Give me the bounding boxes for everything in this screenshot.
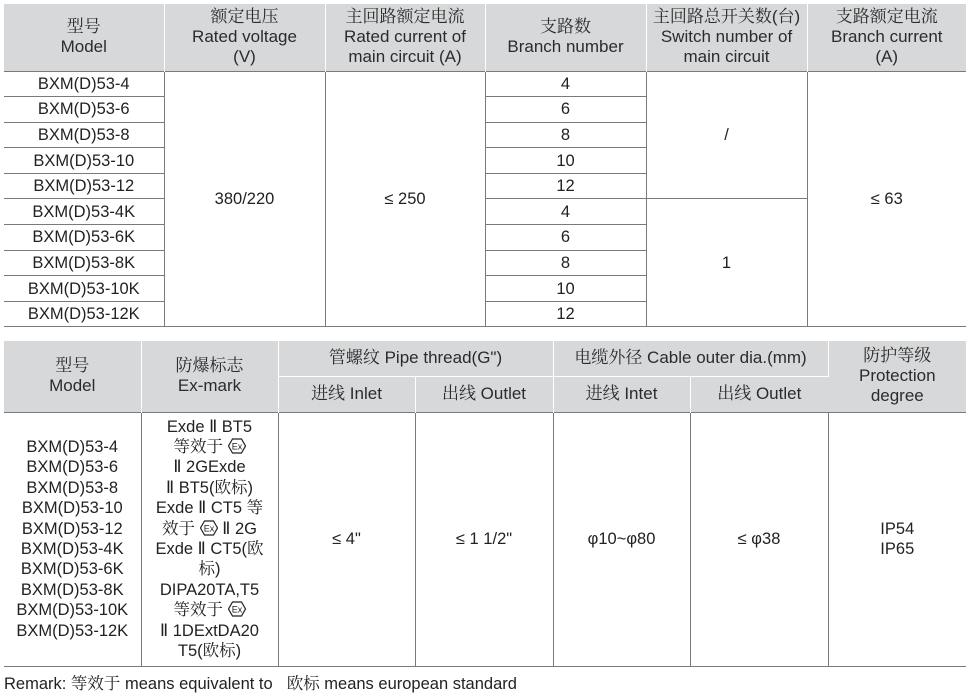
branch-number-cell: 6 [485, 225, 646, 251]
model-cell: BXM(D)53-10 [4, 148, 164, 174]
exmark-line [144, 437, 276, 457]
ex-symbol-text: Ex [231, 441, 242, 452]
header-main-current-en2: main circuit (A) [348, 47, 462, 67]
branch-number-cell: 8 [485, 250, 646, 276]
list-item: BXM(D)53-6K [20, 560, 124, 579]
ex-hexagon-icon [228, 438, 246, 454]
exmark-line: T5(欧标) [177, 642, 242, 661]
table-row [4, 71, 966, 97]
header-switch-number-en1: Switch number of [660, 27, 793, 47]
list-item: BXM(D)53-4K [20, 540, 124, 558]
remark-text-equivalent: Remark: 等效于 means equivalent to [4, 675, 273, 693]
exmark-line: Ⅱ BT5(欧标) [166, 478, 253, 497]
header-pipe-thread: 管螺纹 Pipe thread(G") [278, 341, 553, 376]
header-exmark-en: Ex-mark [177, 376, 242, 396]
header-protection-cn: 防护等级 [863, 346, 932, 366]
header-switch-number-cn: 主回路总开关数(台) [652, 7, 801, 27]
header-branch-number [485, 4, 646, 71]
main-current-cell: ≤ 250 [325, 71, 485, 327]
header-model-cn: 型号 [55, 356, 90, 376]
model-cell: BXM(D)53-6K [4, 225, 164, 251]
rated-voltage-cell: 380/220 [164, 71, 325, 327]
branch-number-cell: 12 [485, 173, 646, 199]
pipe-inlet-cell: ≤ 4" [278, 412, 415, 666]
header-cable-outlet: 出线 Outlet [690, 376, 828, 412]
header-model-en: Model [60, 37, 107, 57]
model-list-cell [4, 412, 141, 666]
header-protection-en1: Protection [859, 366, 936, 386]
table2-header-row [4, 341, 966, 376]
protection-value: IP65 [880, 540, 915, 558]
header-voltage-en: Rated voltage [192, 27, 297, 47]
header-model [4, 4, 164, 71]
exmark-cell [141, 412, 278, 666]
branch-number-cell: 10 [485, 148, 646, 174]
ex-symbol-text: Ex [203, 523, 214, 534]
branch-number-cell: 8 [485, 122, 646, 148]
ex-symbol-text: Ex [231, 604, 242, 615]
list-item: BXM(D)53-8 [26, 478, 119, 497]
list-item: BXM(D)53-10 [21, 499, 123, 518]
list-item: BXM(D)53-4 [26, 437, 119, 456]
header-protection-degree [828, 341, 966, 412]
model-cell: BXM(D)53-8 [4, 122, 164, 148]
model-cell: BXM(D)53-4 [4, 71, 164, 97]
exmark-text: 等效于 [173, 437, 223, 456]
list-item: BXM(D)53-12K [16, 621, 129, 640]
header-rated-voltage [164, 4, 325, 71]
header-cable-inlet: 进线 Intet [553, 376, 690, 412]
header-main-current-cn: 主回路额定电流 [345, 7, 465, 27]
header-branch-current [807, 4, 966, 71]
cable-inlet-cell: φ10~φ80 [553, 412, 690, 666]
branch-current-cell: ≤ 63 [807, 71, 966, 327]
exmark-line: Exde Ⅱ BT5 [166, 417, 253, 436]
header-pipe-outlet: 出线 Outlet [415, 376, 553, 412]
ex-hexagon-icon [200, 520, 218, 536]
header-branch-current-unit: (A) [875, 47, 899, 67]
header-protection-en2: degree [870, 386, 924, 406]
header-cable-outer-dia: 电缆外径 Cable outer dia.(mm) [553, 341, 828, 376]
header-model-cn: 型号 [66, 17, 101, 37]
header-branch-current-cn: 支路额定电流 [835, 7, 938, 27]
header-main-current [325, 4, 485, 71]
exmark-line: 标) [198, 560, 221, 579]
list-item: BXM(D)53-10K [16, 601, 129, 620]
header-voltage-cn: 额定电压 [210, 7, 279, 27]
model-cell: BXM(D)53-10K [4, 276, 164, 302]
branch-number-cell: 12 [485, 301, 646, 327]
exmark-text: 效于 [162, 519, 196, 538]
list-item: BXM(D)53-12 [21, 519, 123, 538]
remark-note [4, 670, 517, 694]
exmark-line: DIPA20TA,T5 [159, 580, 260, 599]
list-item: BXM(D)53-8K [20, 580, 124, 599]
exmark-line: Ⅱ 2GExde [173, 458, 246, 477]
pipe-outlet-cell: ≤ 1 1/2" [415, 412, 553, 666]
branch-number-cell: 4 [485, 199, 646, 225]
remark-text-european: 欧标 means european standard [286, 675, 517, 693]
exmark-line: Exde Ⅱ CT5(欧 [155, 540, 264, 558]
header-exmark-cn: 防爆标志 [175, 356, 244, 376]
switch-number-cell-group1: / [646, 71, 807, 199]
switch-number-cell-group2: 1 [646, 199, 807, 327]
header-model [4, 341, 141, 412]
exmark-line [144, 519, 276, 539]
table1-header-row [4, 4, 966, 71]
model-cell: BXM(D)53-4K [4, 199, 164, 225]
header-exmark [141, 341, 278, 412]
header-switch-number-en2: main circuit [683, 47, 770, 67]
model-cell: BXM(D)53-6 [4, 97, 164, 123]
specs-table-installation [4, 341, 966, 667]
exmark-text: Ⅱ 2G [222, 519, 257, 538]
header-pipe-inlet: 进线 Inlet [278, 376, 415, 412]
model-cell: BXM(D)53-12 [4, 173, 164, 199]
header-main-current-en1: Rated current of [344, 27, 466, 47]
branch-number-cell: 10 [485, 276, 646, 302]
exmark-line: Exde Ⅱ CT5 等 [155, 499, 264, 518]
model-cell: BXM(D)53-8K [4, 250, 164, 276]
header-voltage-unit: (V) [233, 47, 256, 67]
header-branch-current-en: Branch current [831, 27, 943, 47]
table-row [4, 412, 966, 666]
exmark-line [144, 600, 276, 620]
model-cell: BXM(D)53-12K [4, 301, 164, 327]
exmark-text: 等效于 [173, 601, 223, 620]
ex-hexagon-icon [228, 601, 246, 617]
specs-table-electrical [4, 4, 966, 327]
protection-value: IP54 [880, 520, 915, 538]
list-item: BXM(D)53-6 [26, 458, 119, 477]
header-model-en: Model [49, 376, 96, 396]
cable-outlet-cell: ≤ φ38 [690, 412, 828, 666]
branch-number-cell: 4 [485, 71, 646, 97]
header-branch-number-cn: 支路数 [540, 17, 591, 37]
exmark-line: Ⅱ 1DExtDA20 [160, 621, 259, 640]
header-switch-number [646, 4, 807, 71]
protection-degree-cell [828, 412, 966, 666]
branch-number-cell: 6 [485, 97, 646, 123]
header-branch-number-en: Branch number [507, 37, 624, 57]
